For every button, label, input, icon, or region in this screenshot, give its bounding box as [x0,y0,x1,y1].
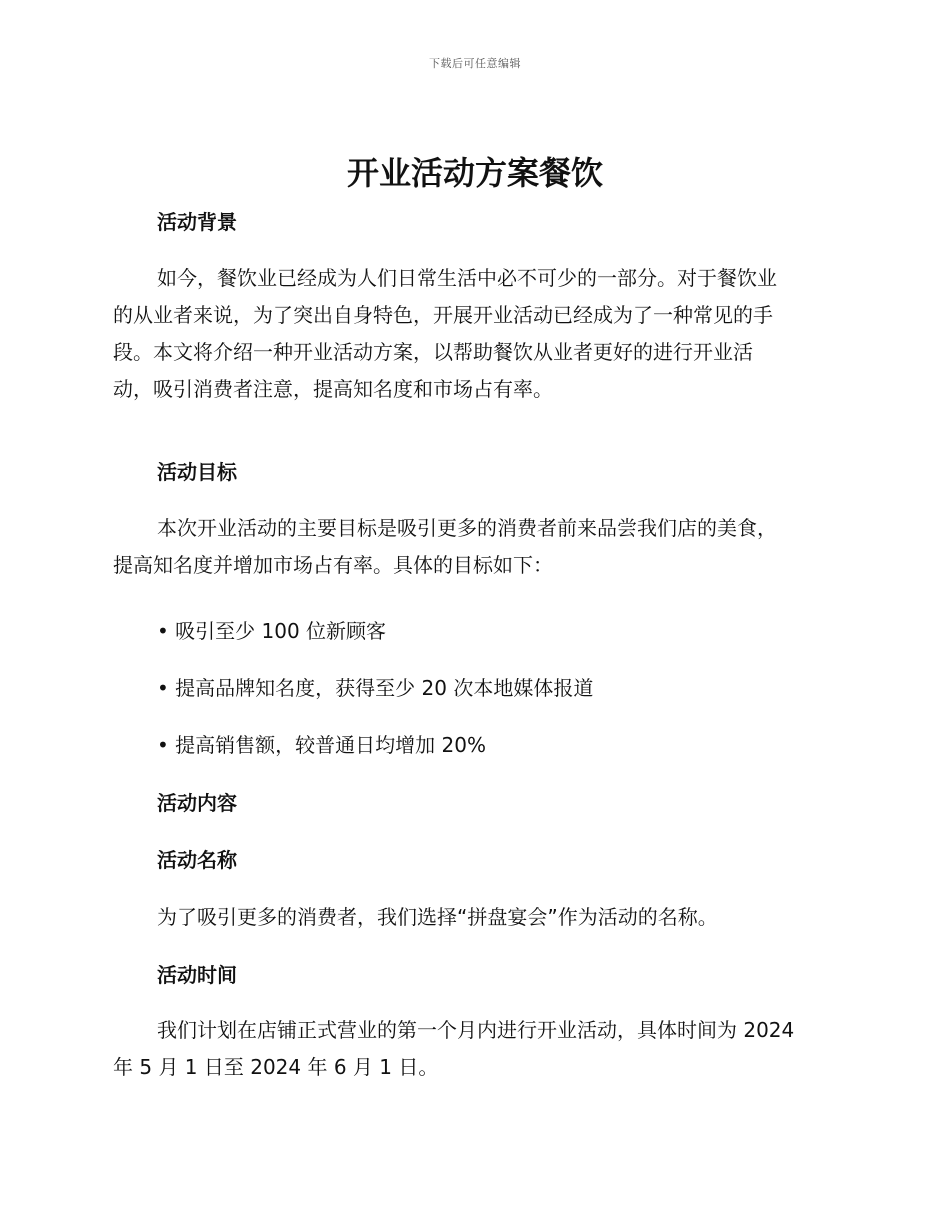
section-heading-goals: 活动目标 [157,460,237,484]
goal-bullet-item: • 提高销售额，较普通日均增加 20% [157,733,486,757]
paragraph-line: 段。本文将介绍一种开业活动方案，以帮助餐饮从业者更好的进行开业活 [113,340,753,364]
goal-bullet-item: • 提高品牌知名度，获得至少 20 次本地媒体报道 [157,676,594,700]
paragraph-time [113,1012,838,1086]
header-note: 下载后可任意编辑 [429,57,521,70]
section-heading-background: 活动背景 [157,210,237,234]
paragraph-line: 年 5 月 1 日至 2024 年 6 月 1 日。 [113,1055,439,1079]
activity-name-text: 为了吸引更多的消费者，我们选择“拼盘宴会”作为活动的名称。 [157,905,718,929]
paragraph-line: 的从业者来说，为了突出自身特色，开展开业活动已经成为了一种常见的手 [113,303,773,327]
paragraph-line: 提高知名度并增加市场占有率。具体的目标如下： [113,553,553,577]
section-heading-time: 活动时间 [157,963,237,987]
paragraph-background [113,260,838,408]
paragraph-goals [113,510,838,584]
section-heading-content: 活动内容 [157,791,237,815]
paragraph-line: 如今，餐饮业已经成为人们日常生活中必不可少的一部分。对于餐饮业 [157,266,777,290]
paragraph-line: 本次开业活动的主要目标是吸引更多的消费者前来品尝我们店的美食， [157,516,777,540]
paragraph-line: 我们计划在店铺正式营业的第一个月内进行开业活动，具体时间为 2024 [157,1018,795,1042]
paragraph-line: 动，吸引消费者注意，提高知名度和市场占有率。 [113,377,553,401]
goal-bullet-item: • 吸引至少 100 位新顾客 [157,619,387,643]
section-heading-name: 活动名称 [157,848,237,872]
document-title: 开业活动方案餐饮 [346,154,603,192]
